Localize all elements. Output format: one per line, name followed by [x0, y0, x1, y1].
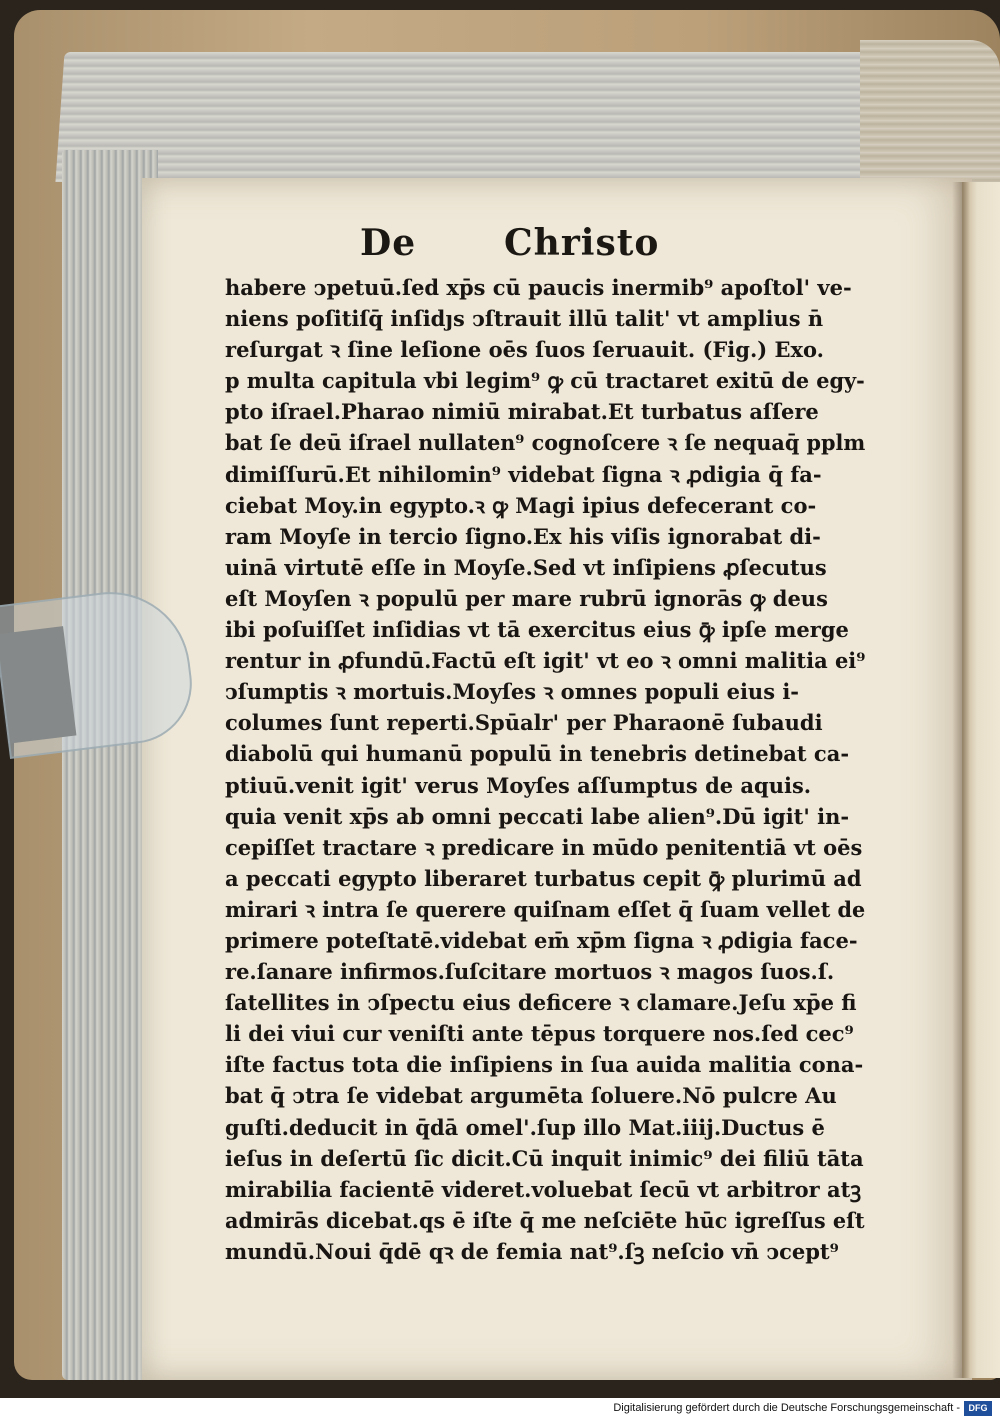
text-line: ieſus in deſertū ſic dicit.Cū inquit inimic⁹ dei filiū tāta: [225, 1145, 864, 1171]
text-line: a peccati egypto liberaret turbatus cepit ꝙ̄ plurimū ad: [225, 865, 862, 891]
text-line: niens poſitiſq̄ inſidȷs ↄſtrauit illū talit' vt amplius n̄: [225, 306, 824, 332]
text-line: rentur in ꝓfundū.Factū eſt igit' vt eo ꝛ omni malitia ei⁹: [225, 648, 866, 674]
text-line: primere poteſtatē.videbat em̄ xp̄m ſigna ꝛ ꝓdigia face-: [225, 927, 858, 953]
text-line: mirabilia facientē videret.voluebat ſecū vt arbitror atꝫ: [225, 1176, 862, 1202]
page-block-top-edge: [55, 52, 944, 182]
text-line: ↄſumptis ꝛ mortuis.Moyſes ꝛ omnes populi eius i-: [225, 679, 800, 705]
text-line: iſte factus tota die inſipiens in ſua auida malitia cona-: [225, 1052, 864, 1078]
text-line: ſatellites in ↄſpectu eius deficere ꝛ clamare.Jeſu xp̄e fi: [225, 990, 857, 1016]
text-line: ciebat Moy.in egypto.ꝛ ꝙ Magi ipius defecerant co-: [225, 492, 817, 518]
text-line: bat q̄ ↄtra ſe videbat argumēta ſoluere.Nō pulcre Au: [225, 1083, 837, 1109]
text-line: guſti.deducit in q̄dā omel'.ſup illo Mat.iiij.Ductus ē: [225, 1114, 825, 1140]
page-gutter-shadow: [952, 182, 970, 1378]
running-head-left: De: [360, 222, 417, 264]
text-block: [225, 272, 865, 1267]
text-line: cepiſſet tractare ꝛ predicare in mūdo penitentiā vt oēs: [225, 834, 863, 860]
dfg-logo-icon: DFG: [964, 1401, 992, 1416]
text-line: diabolū qui humanū populū in tenebris detinebat ca-: [225, 741, 850, 767]
text-line: mundū.Noui q̄dē qꝛ de femia nat⁹.ſꝫ neſcio vn̄ ↄcept⁹: [225, 1238, 839, 1264]
text-line: reſurgat ꝛ ſine leſione oēs ſuos ſeruauit. (Fig.) Exo.: [225, 337, 824, 363]
page-block-top-right-edge: [860, 40, 1000, 190]
text-line: columes ſunt reperti.Spūalr' per Pharaonē ſubaudi: [225, 710, 823, 736]
text-line: pto iſrael.Pharao nimiū mirabat.Et turbatus aſſere: [225, 399, 819, 425]
text-line: uinā virtutē eſſe in Moyſe.Sed vt inſipiens ꝓſecutus: [225, 554, 827, 580]
text-line: p multa capitula vbi legim⁹ ꝙ cū tractaret exitū de egy-: [225, 368, 865, 394]
text-line: ram Moyſe in tercio ſigno.Ex his viſis ignorabat di-: [225, 523, 821, 549]
text-line: ibi poſuiſſet inſidias vt tā exercitus eius ꝙ̄ ipſe merge: [225, 617, 849, 643]
text-line: dimiſſurū.Et nihilomin⁹ videbat ſigna ꝛ ꝓdigia q̄ fa-: [225, 461, 822, 487]
text-line: habere ↄpetuū.ſed xp̄s cū paucis inermib⁹ apoſtol' ve-: [225, 275, 852, 300]
text-line: bat ſe deū iſrael nullaten⁹ cognoſcere ꝛ ſe nequaq̄ pplm: [225, 430, 866, 456]
text-line: eſt Moyſen ꝛ populū per mare rubrū ignorās ꝙ deus: [225, 585, 828, 611]
funding-credit: Digitalisierung gefördert durch die Deutsche Forschungsgemeinschaft -: [613, 1402, 960, 1414]
text-line: quia venit xp̄s ab omni peccati labe alien⁹.Dū igit' in-: [225, 803, 850, 829]
text-line: admirās dicebat.qs ē iſte q̄ me neſciēte hūc igreſſus eſt: [225, 1207, 865, 1233]
text-line: mirari ꝛ intra ſe querere quiſnam eſſet q̄ ſuam vellet de: [225, 896, 866, 922]
text-line: li dei viui cur veniſti ante tēpus torquere nos.ſed cec⁹: [225, 1021, 854, 1047]
running-head-right: Christo: [504, 222, 660, 264]
text-line: ptiuū.venit igit' verus Moyſes aſſumptus de aquis.: [225, 772, 812, 798]
footer-bar: [0, 1398, 1000, 1420]
text-line: re.ſanare infirmos.ſuſcitare mortuos ꝛ magos ſuos.ſ.: [225, 959, 835, 985]
